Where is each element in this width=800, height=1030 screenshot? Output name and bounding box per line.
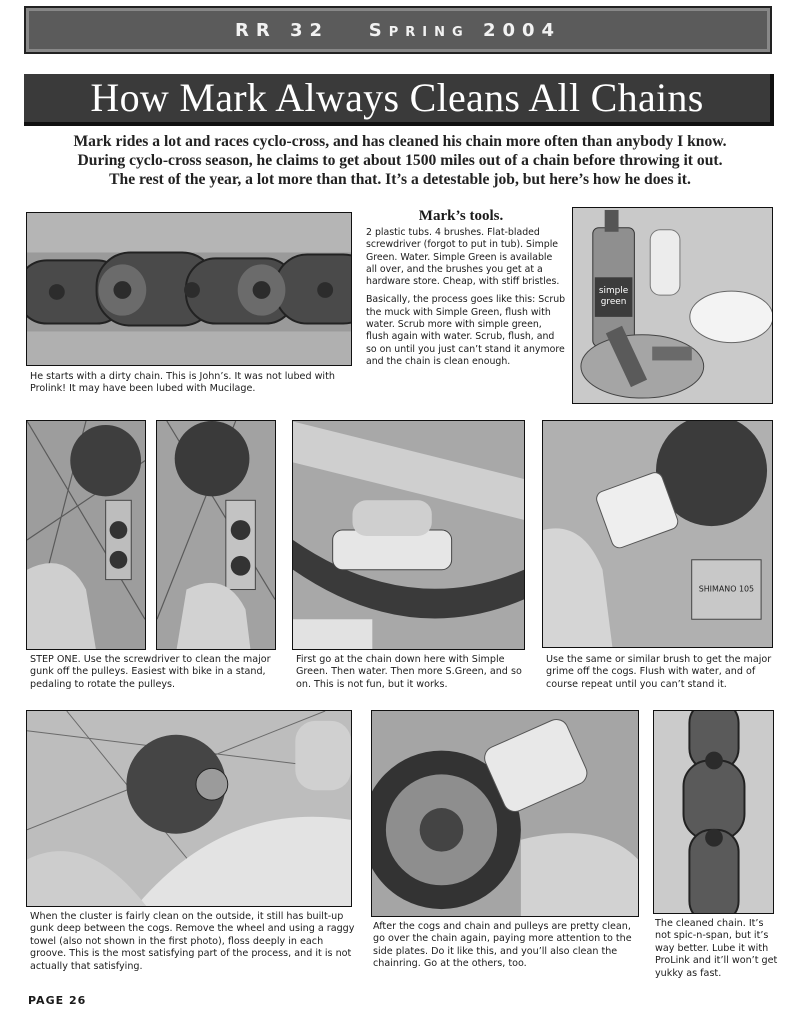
photo-side-plates (371, 710, 639, 917)
derailleur-label: SHIMANO 105 (698, 584, 755, 594)
bottle-label-green: green (600, 297, 627, 308)
intro-line-1: Mark rides a lot and races cyclo-cross, and has cleaned his chain more often than anybody I know. (73, 133, 727, 150)
bottle-label-simple: simple (598, 286, 629, 297)
article-title: How Mark Always Cleans All Chains (90, 75, 704, 120)
caption-cleaned-chain: The cleaned chain. It’s not spic-n-span, but it’s way better. Lube it with ProLink and it’ll won’t get yukky as fast. (655, 918, 778, 979)
photo-tools (572, 207, 773, 404)
photo-pulleys-2 (156, 420, 276, 650)
photo-cluster-floss (26, 710, 352, 907)
tools-list: 2 plastic tubs. 4 brushes. Flat-bladed screwdriver (forgot to put in tub). Simple Green. Water. Simple Green is available all over, and the brushes you get at a hardware store. Cheap, with stiff bristles. (366, 227, 560, 288)
caption-dirty-chain: He starts with a dirty chain. This is John’s. It was not lubed with Prolink! It may have been lubed with Mucilage. (30, 371, 335, 395)
page-number: PAGE 26 (28, 994, 87, 1007)
caption-cogs: Use the same or similar brush to get the major grime off the cogs. Flush with water, and of course repeat until you can’t stand it. (546, 654, 772, 690)
issue-label: RR 32 Spring 2004 (234, 19, 562, 41)
photo-cleaned-chain (653, 710, 774, 914)
tools-heading: Mark’s tools. (418, 208, 504, 224)
photo-dirty-chain (26, 212, 352, 366)
photo-pulleys-1 (26, 420, 146, 650)
article-title-bar (24, 74, 774, 126)
tools-process: Basically, the process goes like this: Scrub the muck with Simple Green, flush with water. Scrub more with simple green, flush again with water. Scrub, flush, and so on until you just can’t stand it anymore and the chain is clean enough. (366, 294, 566, 367)
caption-side-plates: After the cogs and chain and pulleys are pretty clean, go over the chain again, paying more attention to the side plates. Do it like this, and you’ll also clean the chainring. Go at the others, too. (373, 921, 632, 970)
intro-line-2: During cyclo-cross season, he claims to get about 1500 miles out of a chain before throwing it out. (77, 152, 723, 169)
intro-paragraph (20, 132, 780, 189)
caption-step-one: STEP ONE. Use the screwdriver to clean the major gunk off the pulleys. Easiest with bike in a stand, pedaling to rotate the pulleys. (30, 654, 271, 690)
caption-first-go: First go at the chain down here with Simple Green. Then water. Then more S.Green, and so on. This is not fun, but it works. (296, 654, 522, 690)
photo-cogs-brush (542, 420, 773, 648)
photo-chain-simple-green (292, 420, 525, 650)
intro-line-3: The rest of the year, a lot more than that. It’s a detestable job, but here’s how he does it. (109, 171, 691, 188)
tools-text (366, 227, 566, 374)
issue-header (24, 6, 772, 54)
caption-cluster: When the cluster is fairly clean on the outside, it still has built-up gunk deep between the cogs. Remove the wheel and using a raggy towel (also not shown in the first photo), floss deeply in each groove. This is the most satisfying part of the process, and it is not actually that satisfying. (30, 911, 355, 972)
